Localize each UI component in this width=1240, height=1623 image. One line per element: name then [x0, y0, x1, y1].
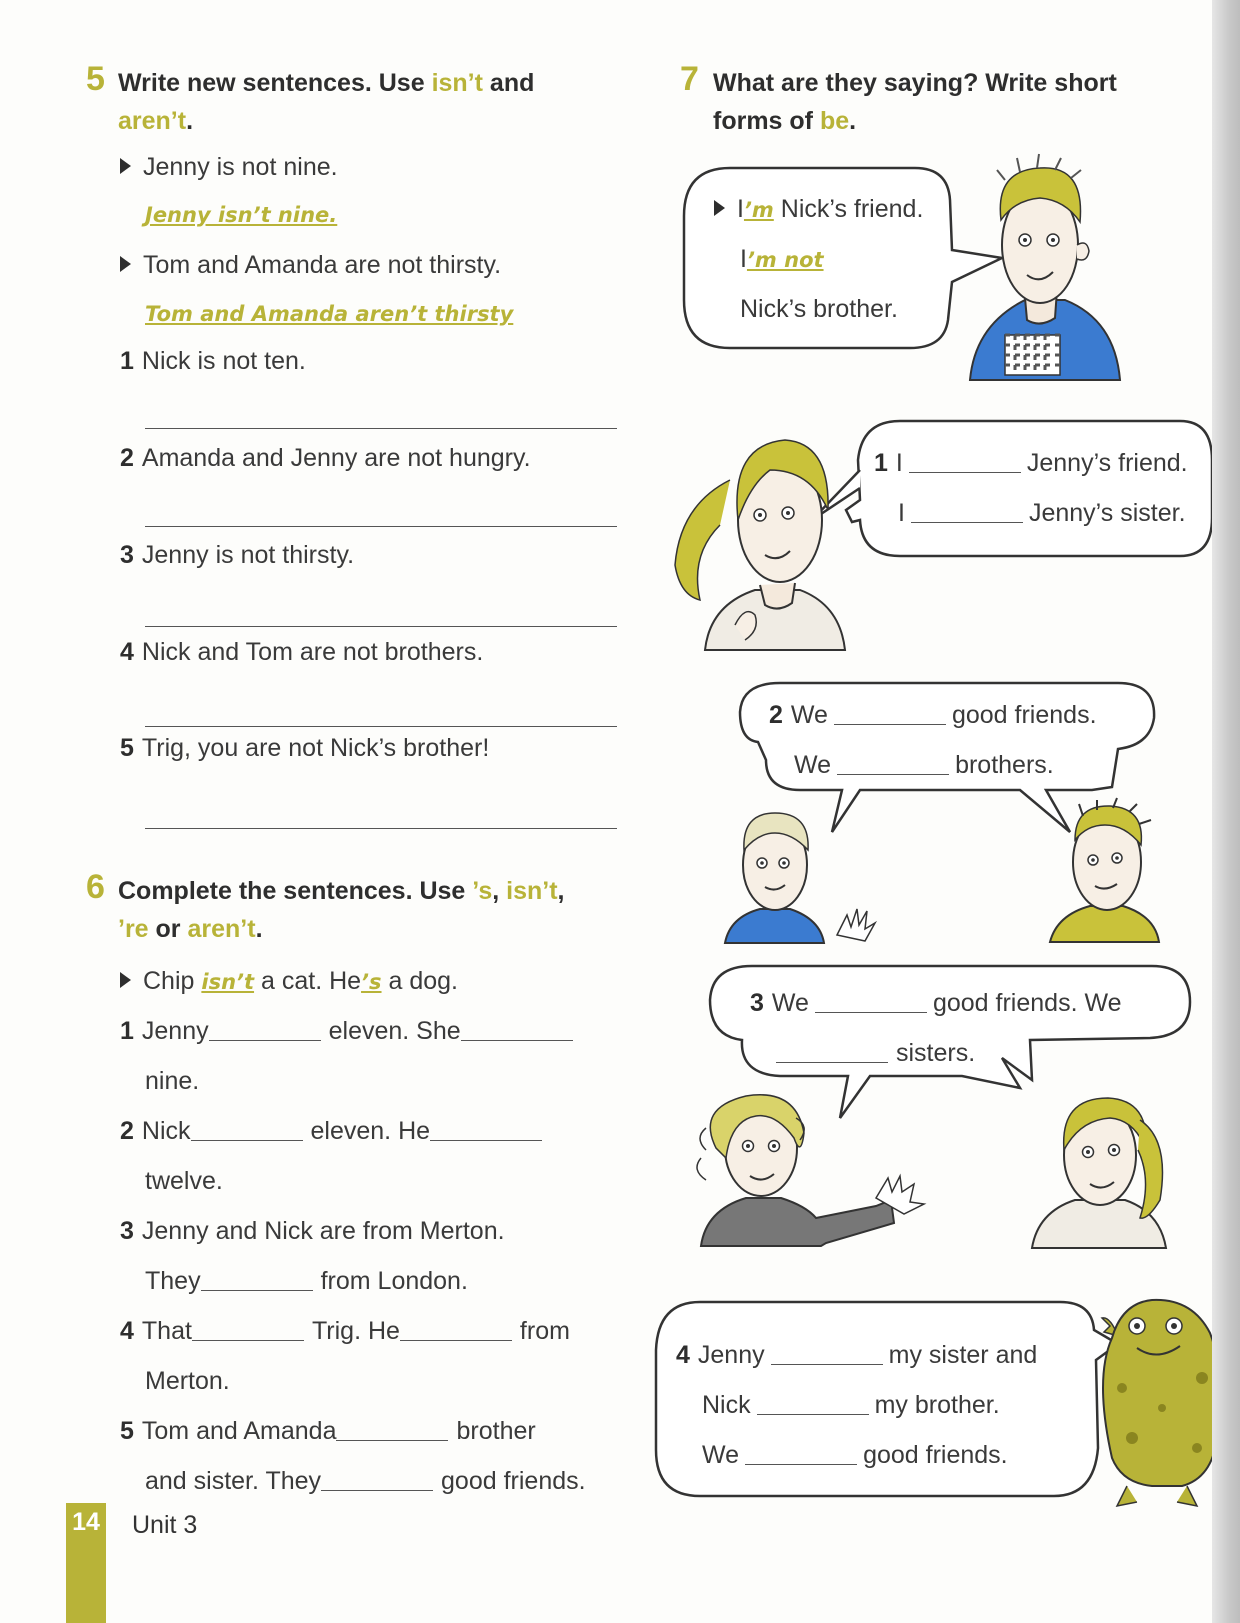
ex7-b3-line-2 [776, 1038, 975, 1068]
example-text: Jenny is not nine. [143, 153, 338, 181]
ex7-b2-line-1 [769, 700, 1097, 730]
item-text: Jenny is not thirsty. [141, 541, 355, 569]
heading-text: forms of [713, 107, 820, 135]
waving-hand-icon [832, 905, 882, 945]
page-number: 14 [72, 1508, 100, 1536]
ex6-item-1-cont: nine. [145, 1067, 200, 1095]
item-text: my sister and [888, 1341, 1038, 1369]
item-number: 3 [120, 1217, 134, 1245]
item-text: Nick [141, 1117, 191, 1145]
heading-text: Write new sentences. Use [118, 69, 432, 97]
ex5-answer-1: Jenny isn’t nine. [145, 203, 338, 227]
blank-field[interactable] [771, 1344, 883, 1365]
example-answer: ’s [361, 970, 382, 994]
nick-illustration [965, 150, 1125, 390]
item-text: good friends. [863, 1441, 1008, 1469]
heading-keyword: isn’t [431, 69, 483, 97]
item-text: Jenny’s friend. [1026, 449, 1188, 477]
ex7-b1-line-1 [874, 448, 1188, 478]
blank-field[interactable] [909, 452, 1021, 473]
heading-keyword: be [819, 107, 850, 135]
item-text: my brother. [874, 1391, 1000, 1419]
item-text: I [895, 449, 903, 477]
example-text: a dog. [381, 967, 458, 995]
item-text: and sister. They [145, 1467, 322, 1495]
heading-text: Complete the sentences. Use [118, 877, 473, 905]
ex7-example-line-1 [714, 194, 923, 225]
ex7-example-line-2 [740, 244, 824, 275]
item-text: Trig, you are not Nick’s brother! [141, 734, 490, 762]
ex7-b2-line-2 [794, 750, 1054, 780]
ex7-b4-line-1 [676, 1340, 1037, 1370]
blank-field[interactable] [776, 1042, 888, 1063]
blank-field[interactable] [815, 992, 927, 1013]
heading-keyword: isn’t [506, 877, 558, 905]
item-text: Jenny [697, 1341, 765, 1369]
example-text: I [737, 195, 744, 223]
item-text: Tom and Amanda [141, 1417, 337, 1445]
item-text: eleven. He [310, 1117, 431, 1145]
item-text: Jenny and Nick are from Merton. [141, 1217, 505, 1245]
blank-field[interactable] [745, 1444, 857, 1465]
heading-keyword: aren’t [187, 915, 256, 943]
heading-text: . [186, 107, 194, 135]
item-text: That [141, 1317, 192, 1345]
item-text: brother [456, 1417, 536, 1445]
example-text: I [740, 245, 747, 273]
item-text: Nick is not ten. [141, 347, 306, 375]
item-text: good friends. We [932, 989, 1122, 1017]
item-text: I [898, 499, 905, 527]
blank-field[interactable] [834, 704, 946, 725]
item-text: We [771, 989, 809, 1017]
example-text: a cat. He [254, 967, 362, 995]
heading-keyword: aren’t [118, 107, 187, 135]
heading-keyword: ’re [118, 915, 149, 943]
blank-field[interactable] [837, 754, 949, 775]
item-number: 2 [120, 1117, 134, 1145]
item-text: from London. [320, 1267, 468, 1295]
heading-text: . [255, 915, 263, 943]
trig-illustration [1092, 1288, 1232, 1508]
amanda-illustration [676, 1088, 926, 1248]
item-text: Nick [702, 1391, 751, 1419]
example-text: Chip [143, 967, 202, 995]
heading-text: What are they saying? Write short [713, 69, 1117, 97]
item-text: Nick and Tom are not brothers. [141, 638, 484, 666]
exercise-7-number: 7 [680, 60, 699, 98]
jenny-illustration [660, 425, 850, 655]
item-text: They [145, 1267, 201, 1295]
ex7-b4-line-3 [702, 1440, 1008, 1470]
item-number: 4 [676, 1341, 690, 1369]
item-text: We [794, 751, 832, 779]
heading-keyword: ’s [472, 877, 493, 905]
item-text: good friends. [441, 1467, 586, 1495]
item-number: 5 [120, 734, 134, 762]
blank-field[interactable] [911, 502, 1023, 523]
tom-illustration [720, 805, 830, 945]
example-answer: ’m [743, 198, 774, 222]
ex7-example-line-3: Nick’s brother. [740, 295, 898, 323]
item-number: 1 [120, 347, 134, 375]
item-number: 1 [874, 449, 888, 477]
item-text: good friends. [951, 701, 1097, 729]
item-text: from [519, 1317, 570, 1345]
item-number: 2 [120, 444, 134, 472]
item-text: Amanda and Jenny are not hungry. [141, 444, 531, 472]
exercise-5-number: 5 [86, 60, 105, 98]
item-number: 3 [120, 541, 134, 569]
item-text: eleven. She [328, 1017, 461, 1045]
ex7-b1-line-2 [898, 498, 1186, 528]
heading-text: , [492, 877, 507, 905]
item-text: sisters. [896, 1039, 976, 1067]
item-text: Jenny [141, 1017, 209, 1045]
item-text: Jenny’s sister. [1028, 499, 1186, 527]
example-text: Nick’s friend. [773, 195, 924, 223]
item-text: Trig. He [311, 1317, 400, 1345]
unit-label: Unit 3 [132, 1511, 198, 1539]
ex6-item-4-cont: Merton. [145, 1367, 230, 1395]
speech-bubble-1 [846, 421, 1212, 556]
item-text: We [702, 1441, 740, 1469]
item-text: brothers. [955, 751, 1054, 779]
example-answer: ’m not [746, 248, 824, 272]
triangle-bullet-icon [714, 200, 725, 216]
item-number: 4 [120, 638, 134, 666]
ex5-answer-2: Tom and Amanda aren’t thirsty [145, 302, 514, 326]
example-answer: isn’t [201, 970, 255, 994]
page-edge-shadow [1212, 0, 1240, 1623]
item-number: 3 [750, 989, 764, 1017]
ex7-b3-line-1 [750, 988, 1122, 1018]
item-number: 4 [120, 1317, 134, 1345]
jenny-2-illustration [1030, 1090, 1180, 1250]
item-text: We [790, 701, 828, 729]
item-number: 1 [120, 1017, 134, 1045]
heading-text: or [148, 915, 188, 943]
heading-text: , [557, 877, 565, 905]
blank-field[interactable] [757, 1394, 869, 1415]
heading-text: and [482, 69, 535, 97]
nick-2-illustration [1045, 800, 1165, 945]
item-number: 2 [769, 701, 783, 729]
exercise-6-number: 6 [86, 868, 105, 906]
heading-text: . [849, 107, 857, 135]
ex6-item-2-cont: twelve. [145, 1167, 223, 1195]
item-number: 5 [120, 1417, 134, 1445]
ex7-b4-line-2 [702, 1390, 1000, 1420]
example-text: Tom and Amanda are not thirsty. [143, 251, 502, 279]
